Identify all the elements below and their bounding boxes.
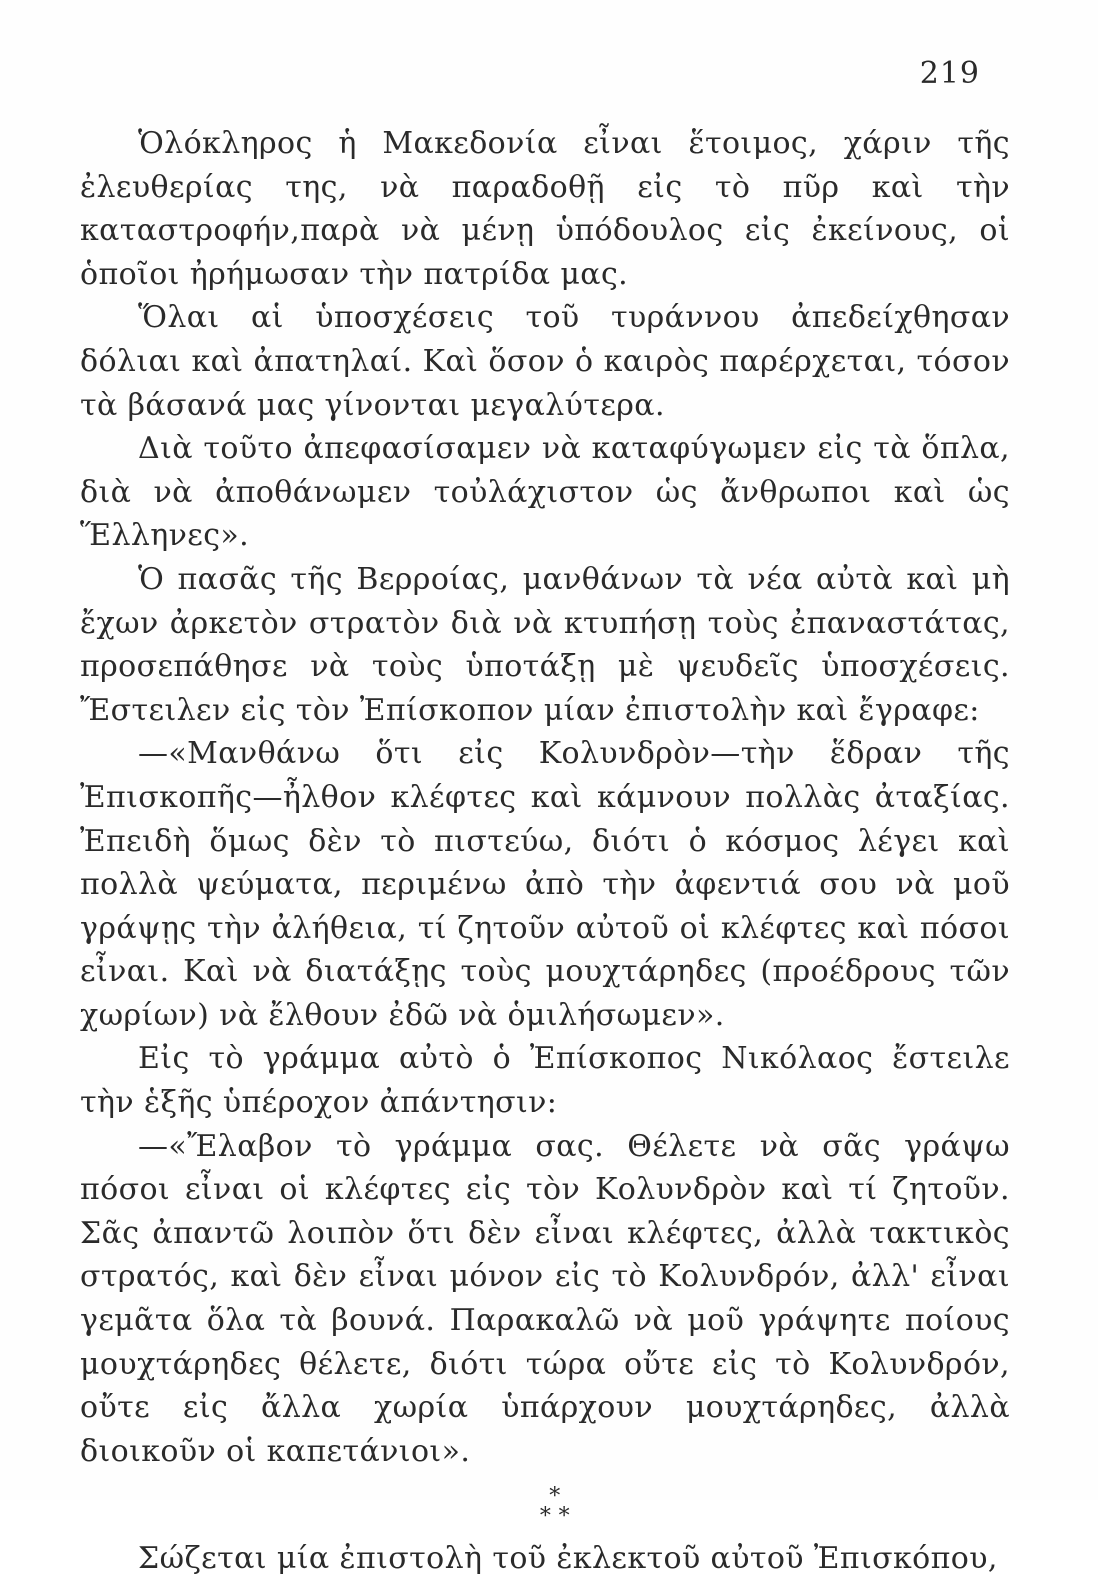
paragraph-bishop-reply-intro: Εἰς τὸ γράμμα αὐτὸ ὁ Ἐπίσκοπος Νικόλαος ἔστειλε τὴν ἑξῆς ὑπέροχον ἀπάντησιν: xyxy=(80,1041,1010,1121)
paragraph-macedonia-ready: Ὁλόκληρος ἡ Μακεδονία εἶναι ἕτοιμος, χάριν τῆς ἐλευθερίας της, νὰ παραδοθῇ εἰς τὸ πῦρ καὶ τὴν καταστροφήν,παρὰ νὰ μένῃ ὑπόδουλος εἰς ἐκείνους, οἱ ὁποῖοι ἠρήμωσαν τὴν πατρίδα μας. xyxy=(80,126,1010,292)
paragraph-tyrant-promises: Ὅλαι αἱ ὑποσχέσεις τοῦ τυράννου ἀπεδείχθησαν δόλιαι καὶ ἀπατηλαί. Καὶ ὅσον ὁ καιρὸς παρέρχεται, τόσον τὰ βάσανά μας γίνονται μεγαλύτερα. xyxy=(80,300,1010,423)
paragraph-closing: Σώζεται μία ἐπιστολὴ τοῦ ἐκλεκτοῦ αὐτοῦ Ἐπισκόπου, xyxy=(138,1541,998,1577)
separator-asterisks-bottom: * * xyxy=(539,1504,571,1530)
paragraph-take-up-arms: Διὰ τοῦτο ἀπεφασίσαμεν νὰ καταφύγωμεν εἰς τὰ ὅπλα, διὰ νὰ ἀποθάνωμεν τοὐλάχιστον ὡς ἄνθρωποι καὶ ὡς Ἕλληνες». xyxy=(80,431,1010,554)
paragraph-pasha-of-verria: Ὁ πασᾶς τῆς Βερροίας, μανθάνων τὰ νέα αὐτὰ καὶ μὴ ἔχων ἀρκετὸν στρατὸν διὰ νὰ κτυπήσῃ τοὺς ἐπαναστάτας, προσεπάθησε νὰ τοὺς ὑποτάξῃ μὲ ψευδεῖς ὑποσχέσεις. Ἔστειλεν εἰς τὸν Ἐπίσκοπον μίαν ἐπιστολὴν καὶ ἔγραφε: xyxy=(80,561,1010,728)
section-separator xyxy=(80,1484,1010,1530)
paragraph-pasha-letter: —«Μανθάνω ὅτι εἰς Κολυνδρὸν—τὴν ἕδραν τῆς Ἐπισκοπῆς—ἦλθον κλέφτες καὶ κάμνουν πολλὰς ἀταξίας. Ἐπειδὴ ὅμως δὲν τὸ πιστεύω, διότι ὁ κόσμος λέγει καὶ πολλὰ ψεύματα, περιμένω ἀπὸ τὴν ἀφεντιά σου νὰ μοῦ γράψῃς τὴν ἀλήθεια, τί ζητοῦν αὐτοῦ οἱ κλέφτες καὶ πόσοι εἶναι. Καὶ νὰ διατάξῃς τοὺς μουχτάρηδες (προέδρους τῶν χωρίων) νὰ ἔλθουν ἐδῶ νὰ ὁμιλήσωμεν». xyxy=(80,736,1010,1033)
body-text xyxy=(80,122,1010,1581)
separator-asterisk-top: * xyxy=(549,1484,561,1510)
page-number: 219 xyxy=(919,56,980,91)
paragraph-bishop-reply: —«Ἔλαβον τὸ γράμμα σας. Θέλετε νὰ σᾶς γράψω πόσοι εἶναι οἱ κλέφτες εἰς τὸν Κολυνδρὸν καὶ τί ζητοῦν. Σᾶς ἀπαντῶ λοιπὸν ὅτι δὲν εἶναι κλέφτες, ἀλλὰ τακτικὸς στρατός, καὶ δὲν εἶναι μόνον εἰς τὸ Κολυνδρόν, ἀλλ' εἶναι γεμᾶτα ὅλα τὰ βουνά. Παρακαλῶ νὰ μοῦ γράψητε ποίους μουχτάρηδες θέλετε, διότι τώρα οὔτε εἰς τὸ Κολυνδρόν, οὔτε εἰς ἄλλα χωρία ὑπάρχουν μουχτάρηδες, ἀλλὰ διοικοῦν οἱ καπετάνιοι». xyxy=(80,1128,1010,1469)
